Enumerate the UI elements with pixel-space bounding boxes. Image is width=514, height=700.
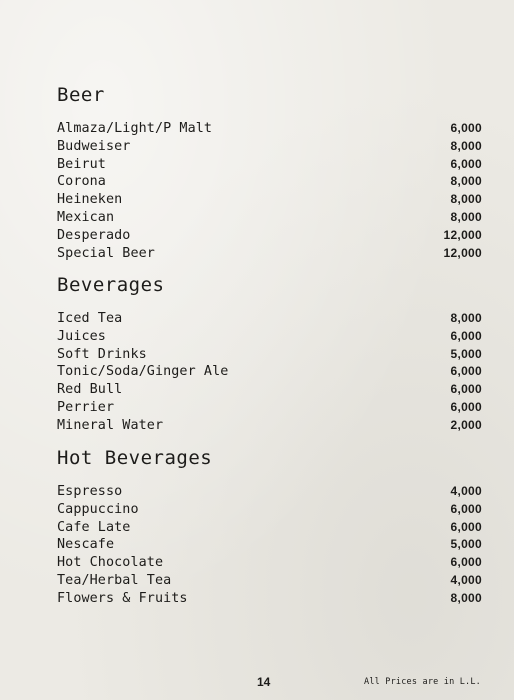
item-list <box>57 310 482 435</box>
item-price: 8,000 <box>450 192 482 207</box>
menu-item <box>57 346 482 364</box>
item-name: Red Bull <box>57 382 123 398</box>
menu-item <box>57 138 482 156</box>
item-price: 8,000 <box>450 138 482 153</box>
item-name: Beirut <box>57 156 106 172</box>
item-name: Almaza/Light/P Malt <box>57 121 213 136</box>
item-name: Juices <box>57 328 106 344</box>
item-name: Budweiser <box>57 138 131 154</box>
item-price: 6,000 <box>450 501 482 516</box>
menu-item <box>57 191 482 209</box>
item-price: 6,000 <box>450 399 482 414</box>
item-price: 6,000 <box>450 156 482 171</box>
item-price: 5,000 <box>450 537 482 552</box>
section-beverages <box>57 272 482 435</box>
item-price: 12,000 <box>443 245 482 260</box>
item-price: 4,000 <box>450 572 482 587</box>
menu-item <box>57 417 482 435</box>
menu-item <box>57 310 482 328</box>
item-name: Special Beer <box>57 245 155 261</box>
menu-item <box>57 363 482 381</box>
item-price: 8,000 <box>450 590 482 605</box>
item-price: 8,000 <box>450 311 482 325</box>
item-price: 6,000 <box>450 519 482 534</box>
item-name: Perrier <box>57 399 115 415</box>
item-list <box>57 120 482 262</box>
item-name: Flowers & Fruits <box>57 590 188 606</box>
item-name: Mineral Water <box>57 417 164 433</box>
item-name: Tea/Herbal Tea <box>57 572 172 588</box>
item-price: 2,000 <box>450 417 482 432</box>
menu-item <box>57 328 482 346</box>
menu-item <box>57 554 482 572</box>
menu-item <box>57 572 482 590</box>
item-name: Hot Chocolate <box>57 555 164 571</box>
item-name: Cafe Late <box>57 519 131 535</box>
price-note: All Prices are in L.L. <box>364 677 481 687</box>
item-name: Nescafe <box>57 537 115 553</box>
section-hot-beverages <box>57 445 482 608</box>
item-price: 6,000 <box>450 328 482 343</box>
menu-item <box>57 536 482 554</box>
item-name: Iced Tea <box>57 311 123 326</box>
section-title: Beverages <box>57 274 165 296</box>
item-price: 12,000 <box>443 227 482 242</box>
section-title: Beer <box>57 84 105 106</box>
menu-item <box>57 483 482 501</box>
menu-item <box>57 590 482 608</box>
section-beer <box>57 82 482 262</box>
item-name: Mexican <box>57 209 115 225</box>
page-number: 14 <box>257 675 271 689</box>
menu-item <box>57 209 482 227</box>
menu-item <box>57 120 482 138</box>
item-name: Corona <box>57 174 106 190</box>
item-list <box>57 483 482 608</box>
menu-item <box>57 156 482 174</box>
item-price: 6,000 <box>450 382 482 397</box>
item-name: Soft Drinks <box>57 346 147 362</box>
menu-item <box>57 227 482 245</box>
item-price: 8,000 <box>450 174 482 189</box>
menu-item <box>57 245 482 263</box>
item-price: 6,000 <box>450 364 482 379</box>
menu-item <box>57 173 482 191</box>
item-price: 8,000 <box>450 209 482 224</box>
menu-item <box>57 381 482 399</box>
item-name: Cappuccino <box>57 501 139 517</box>
item-name: Espresso <box>57 484 123 499</box>
item-name: Tonic/Soda/Ginger Ale <box>57 364 229 380</box>
item-price: 6,000 <box>450 555 482 570</box>
menu-item <box>57 519 482 537</box>
section-title: Hot Beverages <box>57 447 213 469</box>
item-name: Desperado <box>57 227 131 243</box>
menu-item <box>57 399 482 417</box>
menu-item <box>57 501 482 519</box>
item-price: 6,000 <box>450 121 482 135</box>
item-price: 4,000 <box>450 484 482 498</box>
item-price: 5,000 <box>450 346 482 361</box>
item-name: Heineken <box>57 192 123 208</box>
